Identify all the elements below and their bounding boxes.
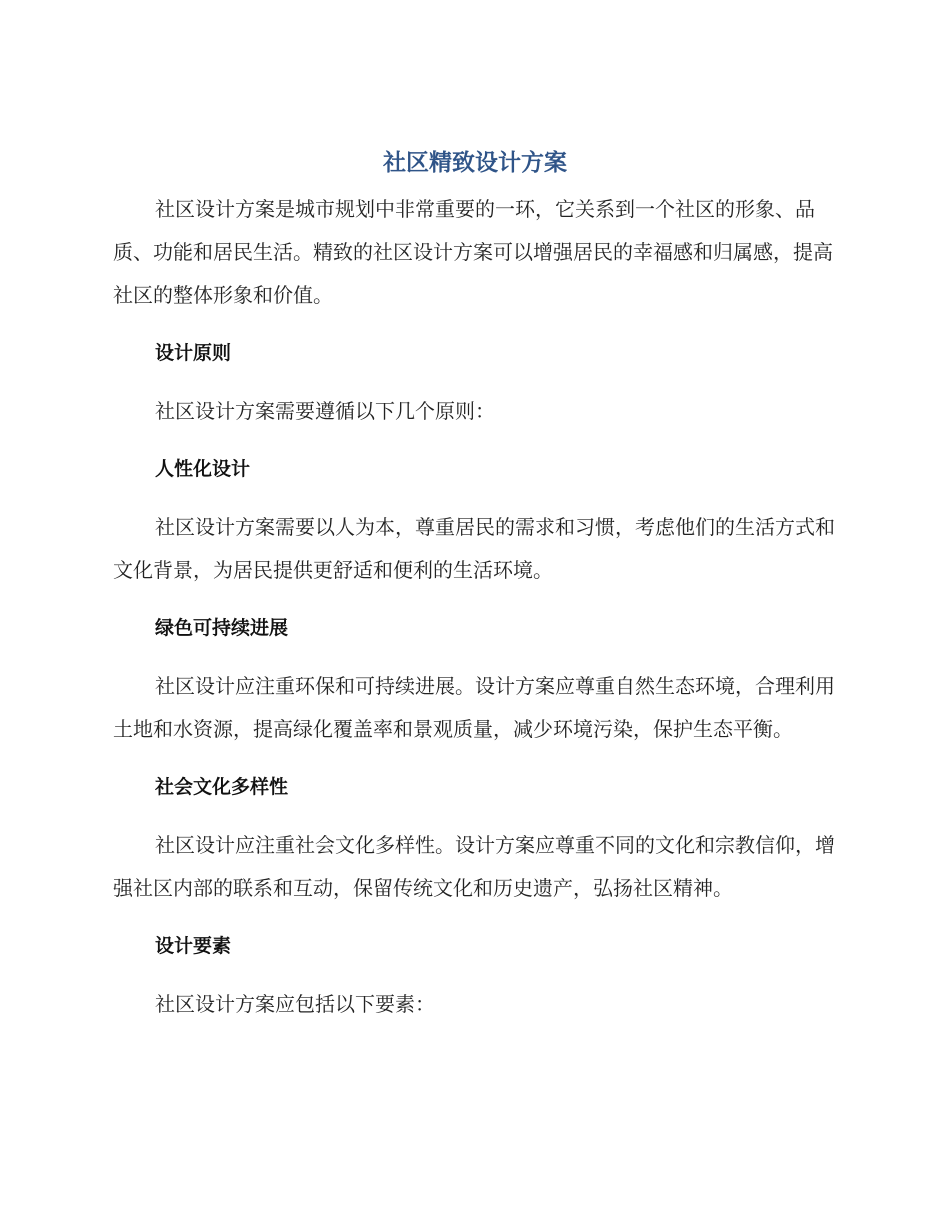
intro-paragraph: 社区设计方案是城市规划中非常重要的一环，它关系到一个社区的形象、品质、功能和居民生活。精致的社区设计方案可以增强居民的幸福感和归属感，提高社区的整体形象和价值。	[113, 197, 833, 307]
section-heading-design-principles: 设计原则	[155, 342, 232, 364]
human-centered-paragraph: 社区设计方案需要以人为本，尊重居民的需求和习惯，考虑他们的生活方式和文化背景，为居民提供更舒适和便利的生活环境。	[113, 515, 835, 582]
subheading-human-centered-design: 人性化设计	[155, 458, 251, 480]
section-heading-design-elements: 设计要素	[155, 935, 232, 957]
document-title: 社区精致设计方案	[383, 150, 567, 176]
principles-intro-paragraph: 社区设计方案需要遵循以下几个原则：	[155, 399, 495, 423]
green-sustainable-paragraph: 社区设计应注重环保和可持续进展。设计方案应尊重自然生态环境，合理利用土地和水资源，提高绿化覆盖率和景观质量，减少环境污染，保护生态平衡。	[113, 674, 835, 741]
subheading-cultural-diversity: 社会文化多样性	[155, 776, 289, 798]
document-body	[113, 188, 835, 1041]
elements-intro-paragraph: 社区设计方案应包括以下要素：	[155, 992, 435, 1016]
subheading-green-sustainable: 绿色可持续进展	[155, 617, 289, 639]
cultural-diversity-paragraph: 社区设计应注重社会文化多样性。设计方案应尊重不同的文化和宗教信仰，增强社区内部的联系和互动，保留传统文化和历史遗产，弘扬社区精神。	[113, 833, 835, 900]
